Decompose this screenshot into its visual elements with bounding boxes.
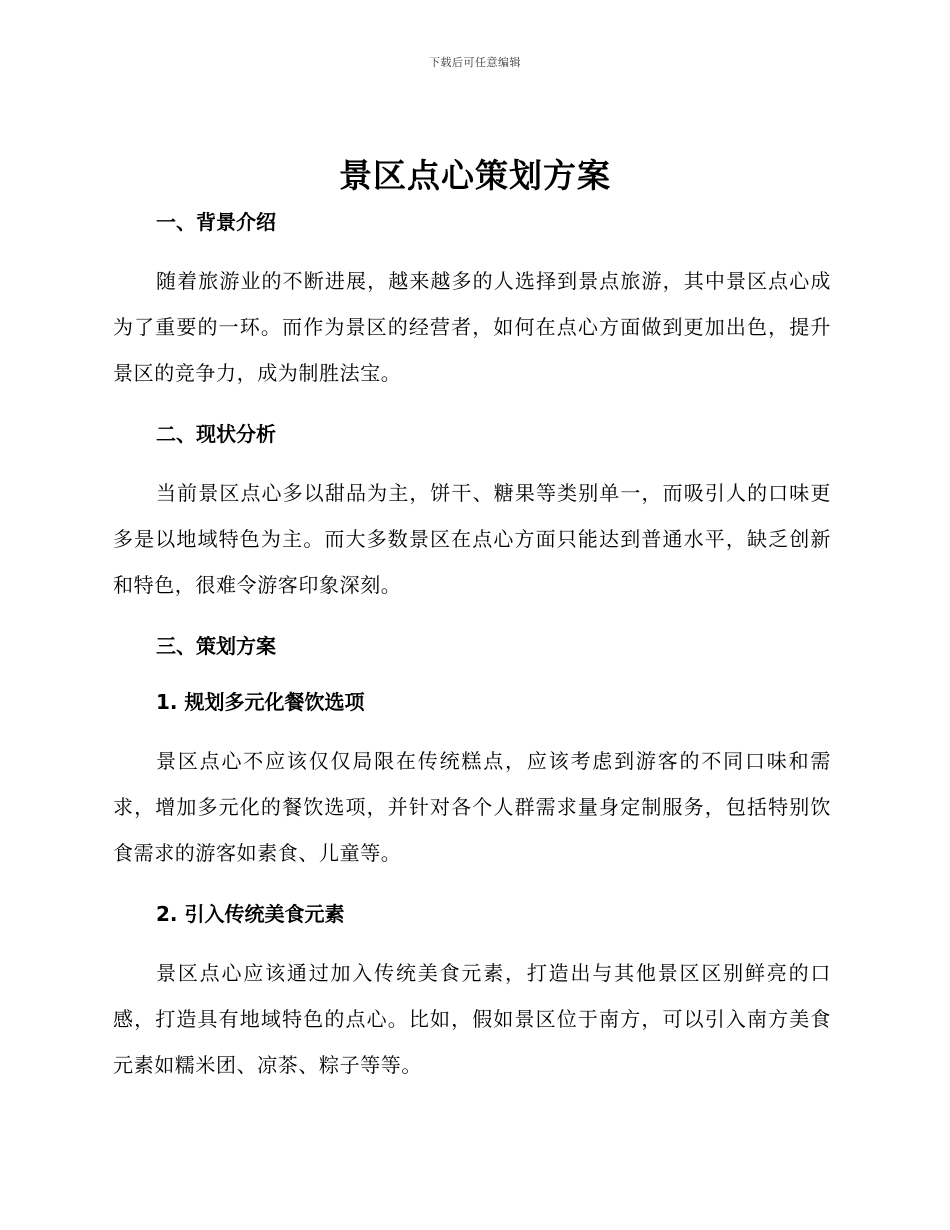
section-heading-plan: 三、策划方案 — [156, 634, 276, 658]
section-heading-background: 一、背景介绍 — [156, 210, 276, 234]
subsection-paragraph-2: 景区点心应该通过加入传统美食元素，打造出与其他景区区别鲜亮的口感，打造具有地域特色的点心。比如，假如景区位于南方，可以引入南方美食元素如糯米团、凉茶、粽子等等。 — [113, 961, 831, 1077]
subsection-paragraph-1: 景区点心不应该仅仅局限在传统糕点，应该考虑到游客的不同口味和需求，增加多元化的餐饮选项，并针对各个人群需求量身定制服务，包括特别饮食需求的游客如素食、儿童等。 — [113, 749, 831, 865]
document-title: 景区点心策划方案 — [339, 156, 611, 195]
header-note: 下载后可任意编辑 — [429, 56, 521, 69]
subsection-heading-1: 1. 规划多元化餐饮选项 — [156, 690, 365, 714]
subsection-heading-2: 2. 引入传统美食元素 — [156, 902, 345, 926]
section-paragraph-background: 随着旅游业的不断进展，越来越多的人选择到景点旅游，其中景区点心成为了重要的一环。而作为景区的经营者，如何在点心方面做到更加出色，提升景区的竞争力，成为制胜法宝。 — [113, 269, 831, 385]
section-heading-status: 二、现状分析 — [156, 422, 276, 446]
document-body — [113, 206, 831, 1088]
section-paragraph-status: 当前景区点心多以甜品为主，饼干、糖果等类别单一，而吸引人的口味更多是以地域特色为主。而大多数景区在点心方面只能达到普通水平，缺乏创新和特色，很难令游客印象深刻。 — [113, 481, 831, 597]
